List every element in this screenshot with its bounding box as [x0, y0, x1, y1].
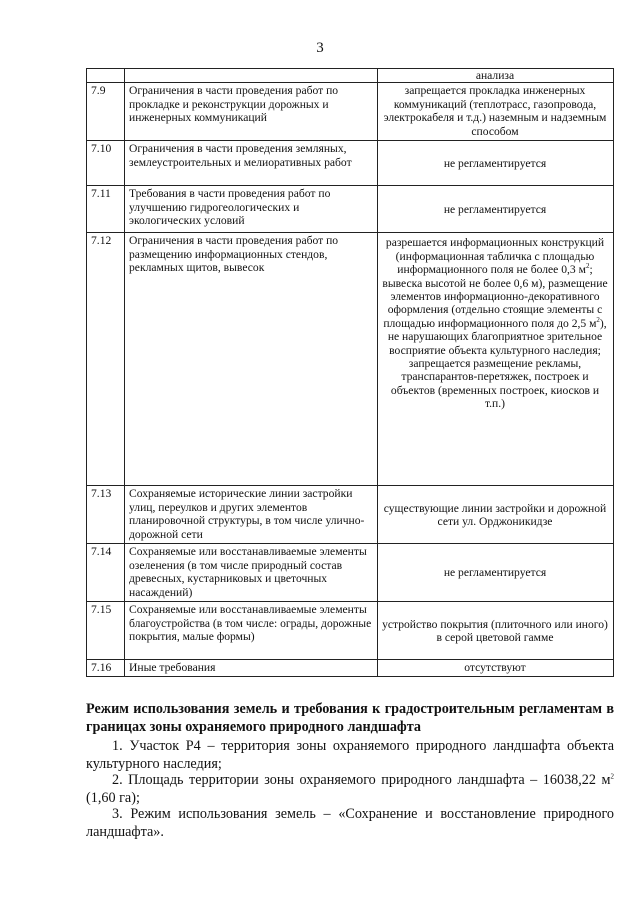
table-cell-num: 7.14 — [87, 544, 125, 602]
table-cell-num: 7.12 — [87, 233, 125, 486]
regulations-table — [86, 68, 614, 677]
value-superscript: 2 — [585, 262, 590, 271]
value-text: ), не нарушающих благоприятное зрительное восприятие объекта культурного наследия; запрещается размещение рекламы, транспарантов-перетяжек, построек и объектов (временных построек, киосков и т.п.) — [387, 316, 607, 411]
table-cell-num: 7.10 — [87, 141, 125, 186]
table-cell-requirement: Сохраняемые исторические линии застройки улиц, переулков и других элементов планировочной структуры, в том числе улично-дорожной сети — [125, 486, 378, 544]
table-cell-value: отсутствуют — [378, 660, 614, 676]
table-cell-requirement: Сохраняемые или восстанавливаемые элементы озеленения (в том числе природный состав древесных, кустарниковых и цветочных насаждений) — [125, 544, 378, 602]
table-cell-value: анализа — [378, 69, 614, 83]
page-number: 3 — [316, 40, 324, 56]
paragraph-3: 3. Режим использования земель – «Сохранение и восстановление природного ландшафта». — [86, 806, 614, 840]
table-cell-value: не регламентируется — [378, 544, 614, 602]
value-superscript: 2 — [596, 315, 600, 324]
section-title: Режим использования земель и требования к градостроительным регламентам в границах зоны охраняемого природного ландшафта — [86, 701, 614, 735]
table-cell-value: не регламентируется — [378, 186, 614, 233]
table-row — [87, 141, 614, 186]
paragraph-text: 2. Площадь территории зоны охраняемого природного ландшафта – 16038,22 м — [112, 772, 611, 788]
table-cell-value — [378, 233, 614, 486]
paragraph-text: (1,60 га); — [86, 790, 140, 806]
table-cell-requirement — [125, 69, 378, 83]
table-cell-num — [87, 69, 125, 83]
table-row — [87, 602, 614, 660]
table-cell-num: 7.13 — [87, 486, 125, 544]
table-cell-num: 7.16 — [87, 660, 125, 676]
table-cell-requirement: Иные требования — [125, 660, 378, 676]
paragraph-1: 1. Участок Р4 – территория зоны охраняемого природного ландшафта объекта культурного наследия; — [86, 738, 614, 772]
table-cell-value: запрещается прокладка инженерных коммуникаций (теплотрасс, газопровода, электрокабеля и т.д.) наземным и надземным способом — [378, 83, 614, 141]
table-cell-requirement: Требования в части проведения работ по улучшению гидрогеологических и экологических условий — [125, 186, 378, 233]
table-row — [87, 186, 614, 233]
table-cell-requirement: Ограничения в части проведения работ по размещению информационных стендов, рекламных щитов, вывесок — [125, 233, 378, 486]
table-header-row — [87, 69, 614, 83]
table-cell-value: устройство покрытия (плиточного или иного) в серой цветовой гамме — [378, 602, 614, 660]
value-text: ; вывеска высотой не более 0,6 м), размещение элементов информационно-декоративного оформления (отдельно стоящие элементы с площадью информационного поля до 2,5 м — [382, 263, 608, 330]
table-row — [87, 486, 614, 544]
table-cell-value: не регламентируется — [378, 141, 614, 186]
table-cell-num: 7.9 — [87, 83, 125, 141]
table-cell-requirement: Ограничения в части проведения работ по прокладке и реконструкции дорожных и инженерных коммуникаций — [125, 83, 378, 141]
table-cell-num: 7.15 — [87, 602, 125, 660]
paragraph-superscript: 2 — [610, 772, 614, 781]
table-row — [87, 544, 614, 602]
table-cell-value: существующие линии застройки и дорожной сети ул. Орджоникидзе — [378, 486, 614, 544]
table-row — [87, 660, 614, 676]
paragraph-2 — [86, 771, 614, 807]
table-cell-num: 7.11 — [87, 186, 125, 233]
table-row — [87, 83, 614, 141]
value-text: разрешается информационных конструкций (информационная табличка с площадью информационного поля не более 0,3 м — [385, 236, 605, 277]
table-row — [87, 233, 614, 486]
table-cell-requirement: Ограничения в части проведения земляных, землеустроительных и мелиоративных работ — [125, 141, 378, 186]
table-cell-requirement: Сохраняемые или восстанавливаемые элементы благоустройства (в том числе: ограды, дорожные покрытия, малые формы) — [125, 602, 378, 660]
